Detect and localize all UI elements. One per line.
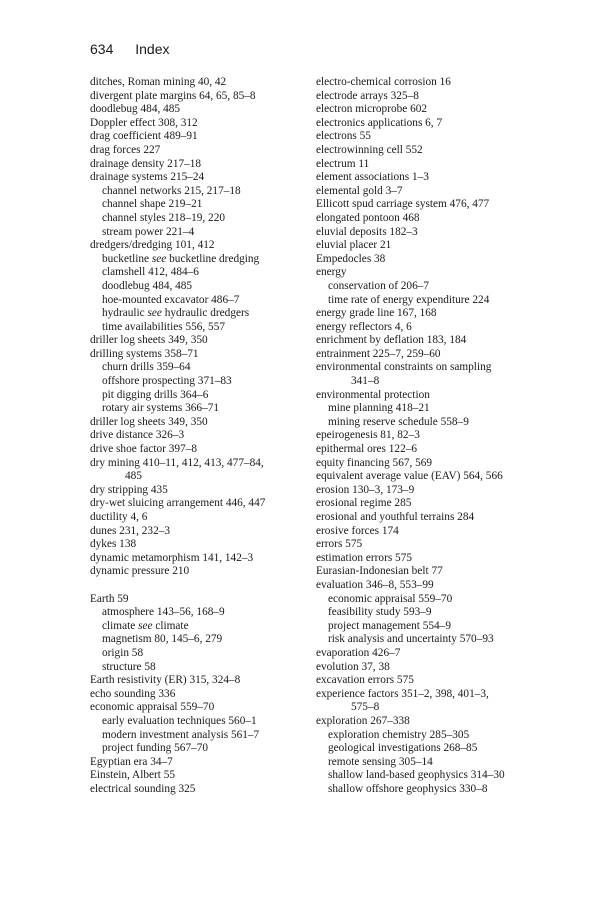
index-entry: driller log sheets 349, 350 [90, 415, 208, 428]
index-subentry: churn drills 359–64 [102, 361, 191, 374]
index-subentry: stream power 221–4 [102, 225, 195, 238]
index-entry: environmental constraints on sampling [316, 361, 492, 374]
section-gap [90, 579, 315, 593]
index-subentry: shallow offshore geophysics 330–8 [328, 782, 488, 795]
index-entry: dry-wet sluicing arrangement 446, 447 [90, 497, 266, 510]
index-subentry: channel shape 219–21 [102, 198, 203, 211]
index-entry: drag coefficient 489–91 [90, 130, 198, 143]
index-entry: ditches, Roman mining 40, 42 [90, 76, 227, 88]
see-reference: see [138, 619, 153, 632]
index-entry: estimation errors 575 [316, 551, 413, 564]
index-entry: dredgers/dredging 101, 412 [90, 239, 215, 252]
page-header [90, 41, 170, 57]
index-subentry: economic appraisal 559–70 [328, 592, 453, 605]
index-subentry: early evaluation techniques 560–1 [102, 714, 257, 727]
index-subentry: origin 58 [102, 646, 144, 659]
index-entry: Empedocles 38 [316, 252, 386, 265]
index-entry: drive shoe factor 397–8 [90, 443, 197, 456]
index-entry: equivalent average value (EAV) 564, 566 [316, 470, 503, 483]
index-entry: doodlebug 484, 485 [90, 103, 181, 116]
index-entry: entrainment 225–7, 259–60 [316, 347, 441, 360]
index-subentry: mining reserve schedule 558–9 [328, 415, 469, 428]
page-title: Index [135, 41, 170, 57]
index-subentry: conservation of 206–7 [328, 279, 430, 292]
page-number: 634 [90, 41, 114, 57]
index-entry: dykes 138 [90, 538, 137, 551]
index-subentry: shallow land-based geophysics 314–30 [328, 769, 505, 782]
index-subentry: modern investment analysis 561–7 [102, 728, 260, 741]
index-entry: erosional regime 285 [316, 497, 412, 510]
index-entry: electronics applications 6, 7 [316, 116, 443, 129]
index-column-right [316, 76, 541, 796]
index-entry: drainage density 217–18 [90, 157, 202, 170]
index-subentry: channel styles 218–19, 220 [102, 211, 225, 224]
index-entry: elemental gold 3–7 [316, 184, 403, 197]
index-entry: drive distance 326–3 [90, 429, 185, 442]
index-entry: epithermal ores 122–6 [316, 443, 418, 456]
index-entry: dynamic metamorphism 141, 142–3 [90, 551, 254, 564]
index-entry: energy grade line 167, 168 [316, 307, 437, 320]
index-entry: experience factors 351–2, 398, 401–3, [316, 687, 489, 700]
index-subentry: geological investigations 268–85 [328, 742, 478, 755]
index-entry: evolution 37, 38 [316, 660, 390, 673]
index-entry: Ellicott spud carriage system 476, 477 [316, 198, 490, 211]
index-entry: driller log sheets 349, 350 [90, 334, 208, 347]
index-entry: energy reflectors 4, 6 [316, 320, 412, 333]
index-entry: echo sounding 336 [90, 687, 176, 700]
index-entry: dry stripping 435 [90, 483, 168, 496]
index-entry: enrichment by deflation 183, 184 [316, 334, 467, 347]
index-subentry: feasibility study 593–9 [328, 606, 432, 619]
index-entry: electrical sounding 325 [90, 782, 196, 795]
index-entry: excavation errors 575 [316, 674, 414, 687]
index-subentry: mine planning 418–21 [328, 402, 430, 415]
index-subentry: rotary air systems 366–71 [102, 402, 220, 415]
index-subentry: climate see climate [102, 619, 189, 632]
index-subentry: project funding 567–70 [102, 742, 209, 755]
index-entry: elongated pontoon 468 [316, 211, 420, 224]
index-entry: divergent plate margins 64, 65, 85–8 [90, 89, 256, 102]
index-entry: Einstein, Albert 55 [90, 769, 176, 782]
index-entry: evaporation 426–7 [316, 646, 401, 659]
index-subentry: remote sensing 305–14 [328, 755, 433, 768]
index-subentry: hydraulic see hydraulic dredgers [102, 307, 250, 320]
index-entry: evaluation 346–8, 553–99 [316, 578, 434, 591]
index-subentry: pit digging drills 364–6 [102, 388, 209, 401]
index-column-left [90, 76, 315, 796]
index-subentry: time rate of energy expenditure 224 [328, 293, 490, 306]
index-entry: epeirogenesis 81, 82–3 [316, 429, 420, 442]
index-entry-continuation: 341–8 [351, 375, 380, 388]
index-entry: drag forces 227 [90, 143, 161, 156]
index-entry: electrons 55 [316, 130, 371, 143]
index-entry: electrowinning cell 552 [316, 143, 423, 156]
index-entry: eluvial deposits 182–3 [316, 225, 418, 238]
index-entry: electron microprobe 602 [316, 103, 428, 116]
index-subentry: bucketline see bucketline dredging [102, 252, 260, 265]
index-entry: equity financing 567, 569 [316, 456, 433, 469]
index-subentry: clamshell 412, 484–6 [102, 266, 199, 279]
index-subentry: exploration chemistry 285–305 [328, 728, 470, 741]
index-entry: erosive forces 174 [316, 524, 399, 537]
index-entry: environmental protection [316, 388, 430, 401]
index-entry: erosional and youthful terrains 284 [316, 511, 475, 523]
index-subentry: magnetism 80, 145–6, 279 [102, 633, 223, 646]
index-entry: erosion 130–3, 173–9 [316, 483, 415, 496]
index-entry: element associations 1–3 [316, 171, 429, 184]
index-entry: energy [316, 266, 347, 279]
index-subentry: structure 58 [102, 660, 156, 673]
index-entry: Earth resistivity (ER) 315, 324–8 [90, 674, 241, 687]
index-entry: electro-chemical corrosion 16 [316, 76, 451, 88]
index-entry: drainage systems 215–24 [90, 171, 205, 184]
index-entry: errors 575 [316, 538, 363, 551]
index-subentry: channel networks 215, 217–18 [102, 184, 241, 197]
index-subentry: time availabilities 556, 557 [102, 320, 225, 333]
index-entry: Egyptian era 34–7 [90, 755, 173, 768]
index-entry-continuation: 485 [125, 470, 142, 483]
index-entry-continuation: 575–8 [351, 701, 380, 714]
index-entry: Eurasian-Indonesian belt 77 [316, 565, 443, 578]
index-subentry: atmosphere 143–56, 168–9 [102, 606, 225, 619]
see-reference: see [147, 307, 162, 320]
index-entry: dunes 231, 232–3 [90, 524, 171, 537]
see-reference: see [151, 252, 167, 265]
index-subentry: project management 554–9 [328, 619, 451, 632]
index-entry: Earth 59 [90, 592, 129, 605]
index-entry: dry mining 410–11, 412, 413, 477–84, [90, 456, 264, 469]
index-entry: Doppler effect 308, 312 [90, 116, 198, 129]
index-entry: electrode arrays 325–8 [316, 89, 419, 102]
index-entry: drilling systems 358–71 [90, 347, 199, 360]
index-entry: electrum 11 [316, 157, 370, 170]
index-entry: economic appraisal 559–70 [90, 701, 215, 714]
index-subentry: offshore prospecting 371–83 [102, 375, 232, 388]
index-subentry: doodlebug 484, 485 [102, 279, 193, 292]
index-entry: exploration 267–338 [316, 714, 410, 727]
index-entry: ductility 4, 6 [90, 511, 148, 523]
index-entry: eluvial placer 21 [316, 239, 392, 252]
index-subentry: hoe-mounted excavator 486–7 [102, 293, 240, 306]
index-subentry: risk analysis and uncertainty 570–93 [328, 633, 494, 646]
index-entry: dynamic pressure 210 [90, 565, 190, 578]
